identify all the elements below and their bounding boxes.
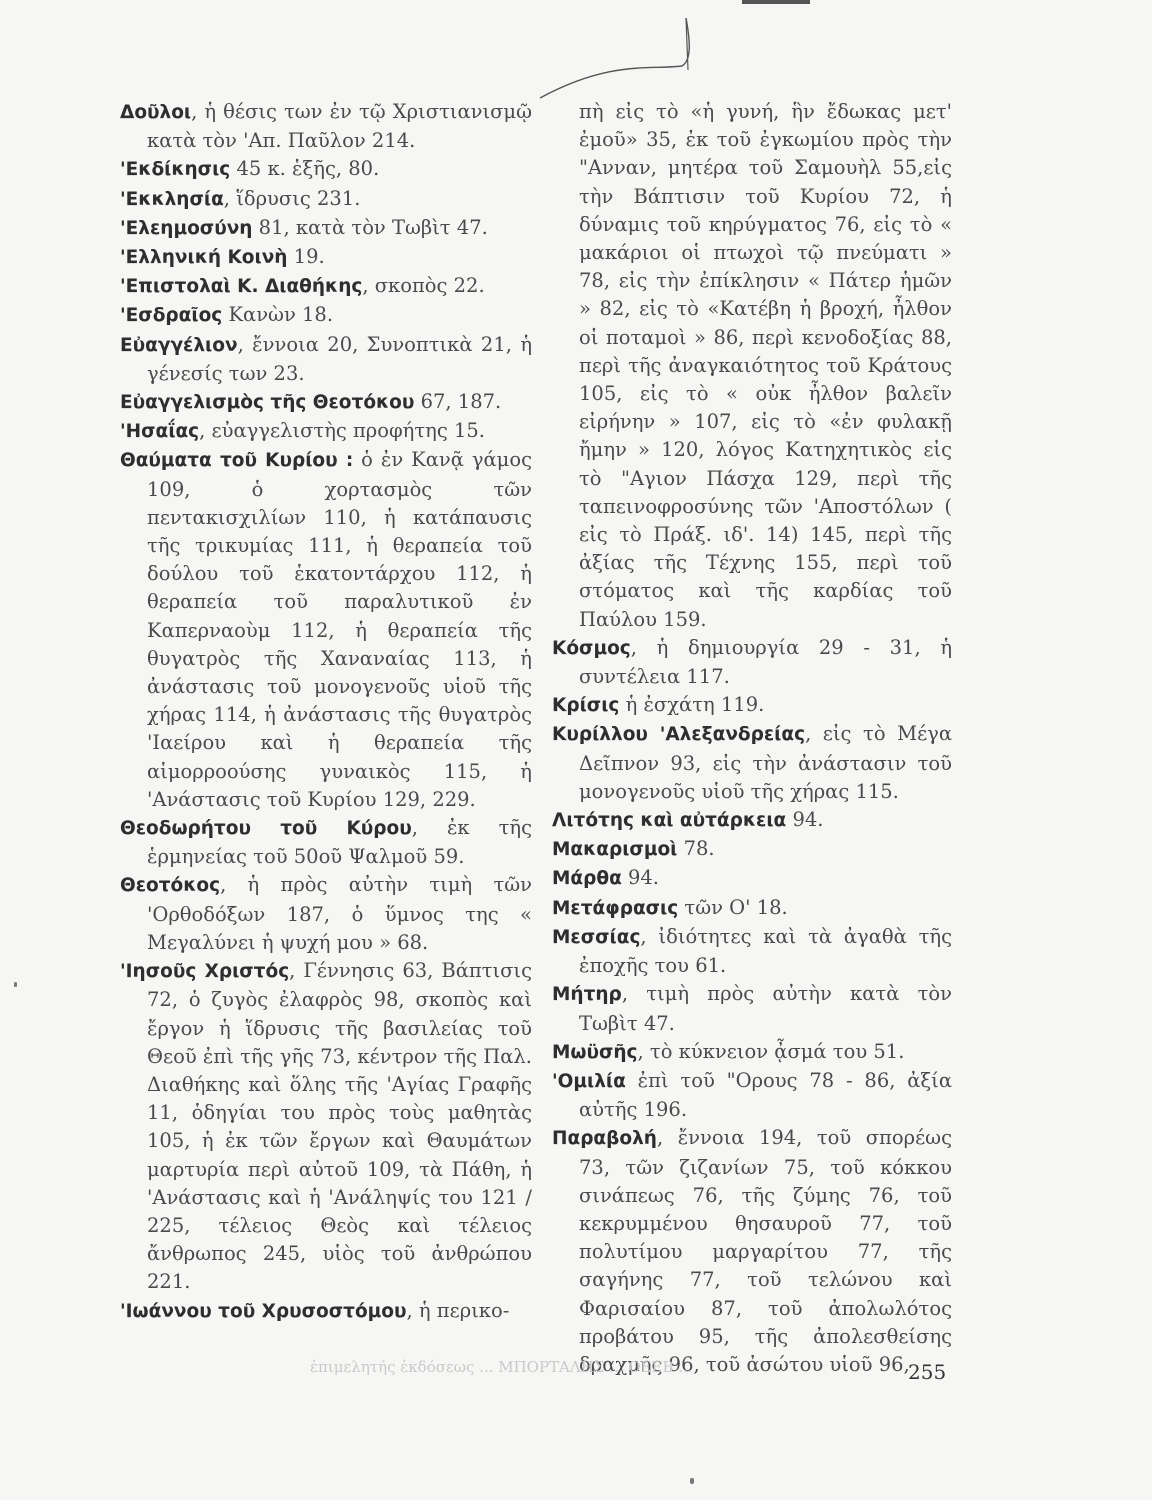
index-column-right: [552, 98, 952, 1379]
entry-heading: Θεοδωρήτου τοῦ Κύρου: [120, 818, 412, 840]
entry-text: , ἔννοια 194, τοῦ σπορέως 73, τῶν ζιζανίων 75, τοῦ κόκκου σινάπεως 76, τῆς ζύμης 76, τοῦ κεκρυμμένου θησαυροῦ 77, τοῦ πολυτίμου μαργαρίτου 77, τῆς σαγήνης 77, τοῦ τελώνου καὶ Φαρισαίου 87, τοῦ ἀπολωλότος προβάτου 95, τῆς ἀπολεσθείσης δραχμῆς 96, τοῦ ἀσώτου υἱοῦ 96,: [579, 1126, 952, 1376]
entry-heading: 'Εκδίκησις: [120, 159, 231, 181]
index-entry: [552, 1067, 952, 1124]
footer-note: ἐπιμελητής ἐκδόσεως ... ΜΠΟΡΤΑΛΗΣ ... ΟΕΕΒ ...: [310, 1358, 693, 1376]
index-entry: [552, 691, 952, 720]
entry-heading: Μάρθα: [552, 868, 622, 890]
entry-heading: Μακαρισμοὶ: [552, 839, 678, 861]
entry-heading: Παραβολή: [552, 1128, 657, 1150]
entry-heading: Λιτότης καὶ αὐτάρκεια: [552, 810, 787, 832]
index-entry: [120, 331, 532, 388]
entry-heading: 'Ελληνική Κοινὴ: [120, 247, 288, 269]
entry-text: , ἵδρυσις 231.: [223, 186, 361, 210]
entry-heading: Μεσσίας: [552, 926, 641, 948]
entry-text: πὴ εἰς τὸ «ἡ γυνή, ἣν ἔδωκας μετ' ἐμοῦ» 35, ἐκ τοῦ ἐγκωμίου πρὸς τὴν "Ανναν, μητέρα τοῦ Σαμουὴλ 55,εἰς τὴν Βάπτισιν τοῦ Κυρίου 72, ἡ δύναμις τοῦ κηρύγματος 76, εἰς τὸ « μακάριοι οἱ πτωχοὶ τῷ πνεύματι » 78, εἰς τὴν ἐπίκλησιν « Πάτερ ἡμῶν » 82, εἰς τὸ «Κατέβη ἡ βροχή, ἦλθον οἱ ποταμοὶ » 86, περὶ κενοδοξίας 88, περὶ τῆς ἀναγκαιότητος τοῦ Κράτους 105, εἰς τὸ « οὐκ ἦλθον βαλεῖν εἰρήνην » 107, εἰς τὸ «ἐν φυλακῇ ἤμην » 120, λόγος Κατηχητικὸς εἰς τὸ "Αγιον Πάσχα 129, περὶ τῆς ταπεινοφροσύνης τῶν 'Αποστόλων ( εἰς τὸ Πράξ. ιδ'. 14) 145, περὶ τῆς ἀξίας τῆς Τέχνης 155, περὶ τοῦ στόματος καὶ τῆς καρδίας τοῦ Παύλου 159.: [579, 100, 952, 631]
index-entry: [120, 155, 532, 184]
entry-text: ἐπὶ τοῦ "Ορους 78 - 86, ἀξία αὐτῆς 196.: [579, 1068, 952, 1122]
index-entry: [552, 98, 952, 634]
entry-heading: Κυρίλλου 'Αλεξανδρείας: [552, 724, 806, 746]
index-column-left: [120, 98, 532, 1326]
entry-heading: Εὐαγγελισμὸς τῆς Θεοτόκου: [120, 392, 415, 414]
entry-heading: Μετάφρασις: [552, 897, 679, 919]
entry-text: ὁ ἐν Κανᾷ γάμος 109, ὁ χορτασμὸς τῶν πεντακισχιλίων 110, ἡ κατάπαυσις τῆς τρικυμίας 111, ἡ θεραπεία τοῦ δούλου τοῦ ἑκατοντάρχου 112, ἡ θεραπεία τοῦ παραλυτικοῦ ἐν Καπερναοὺμ 112, ἡ θεραπεία τῆς θυγατρὸς τῆς Χαναναίας 113, ἡ ἀνάστασις τοῦ μονογενοῦς υἱοῦ τῆς χήρας 114, ἡ ἀνάστασις τῆς θυγατρὸς 'Ιαείρου καὶ ἡ θεραπεία τῆς αἱμορροούσης γυναικὸς 115, ἡ 'Ανάστασις τοῦ Κυρίου 129, 229.: [147, 448, 532, 811]
entry-text: 94.: [621, 866, 660, 890]
entry-text: 45 κ. ἑξῆς, 80.: [230, 157, 380, 181]
entry-text: 19.: [287, 245, 325, 269]
index-entry: [120, 388, 532, 417]
entry-heading: 'Ησαΐας: [120, 421, 200, 443]
index-entry: [120, 98, 532, 155]
entry-heading: Κόσμος: [552, 637, 631, 659]
entry-heading: Μωϋσῆς: [552, 1041, 638, 1063]
entry-text: Κανὼν 18.: [222, 303, 334, 327]
entry-heading: Δοῦλοι: [120, 102, 192, 123]
entry-heading: 'Εσδραῖος: [120, 305, 223, 327]
entry-text: , ἐκ τῆς ἑρμηνείας τοῦ 50οῦ Ψαλμοῦ 59.: [147, 816, 532, 869]
index-entry: [552, 1038, 952, 1067]
entry-text: , ἡ πρὸς αὐτὴν τιμὴ τῶν 'Ορθοδόξων 187, ὁ ὕμνος της « Μεγαλύνει ἡ ψυχή μου » 68.: [147, 873, 532, 954]
entry-text: 67, 187.: [414, 390, 502, 414]
entry-text: , ἰδιότητες καὶ τὰ ἀγαθὰ τῆς ἐποχῆς του 61.: [579, 924, 952, 978]
entry-text: ἡ ἐσχάτη 119.: [619, 693, 765, 717]
entry-text: , ἡ περικο-: [406, 1298, 510, 1322]
index-entry: [552, 720, 952, 806]
index-entry: [552, 1124, 952, 1379]
entry-heading: 'Ομιλία: [552, 1070, 626, 1092]
index-entry: [120, 214, 532, 243]
entry-text: , σκοπὸς 22.: [362, 274, 485, 298]
entry-text: τῶν Ο' 18.: [678, 895, 788, 919]
entry-heading: 'Ιωάννου τοῦ Χρυσοστόμου: [120, 1300, 407, 1322]
entry-heading: 'Ελεημοσύνη: [120, 217, 253, 239]
index-entry: [120, 814, 532, 871]
entry-heading: Εὐαγγέλιον: [120, 334, 238, 356]
index-entry: [552, 835, 952, 864]
entry-text: , εἰς τὸ Μέγα Δεῖπνον 93, εἰς τὴν ἀνάστασιν τοῦ μονογενοῦς υἱοῦ τῆς χήρας 115.: [579, 722, 952, 803]
index-entry: [120, 1297, 532, 1326]
index-entry: [120, 871, 532, 957]
scan-speck: [14, 982, 17, 987]
entry-heading: Μήτηρ: [552, 984, 622, 1006]
index-entry: [552, 806, 952, 835]
entry-text: , ἡ θέσις των ἐν τῷ Χριστιανισμῷ κατὰ τὸν 'Απ. Παῦλον 214.: [147, 100, 532, 153]
index-entry: [120, 243, 532, 272]
index-entry: [120, 957, 532, 1296]
entry-text: , ἔννοια 20, Συνοπτικὰ 21, ἡ γένεσίς των 23.: [147, 332, 532, 385]
index-entry: [552, 923, 952, 980]
scan-speck: [690, 1478, 694, 1484]
entry-heading: 'Επιστολαὶ Κ. Διαθήκης: [120, 276, 363, 298]
entry-text: , εὐαγγελιστὴς προφήτης 15.: [199, 419, 485, 443]
entry-text: , Γέννησις 63, Βάπτισις 72, ὁ ζυγὸς ἐλαφρὸς 98, σκοπὸς καὶ ἔργον ἡ ἵδρυσις τῆς βασιλείας τοῦ Θεοῦ ἐπὶ τῆς γῆς 73, κέντρον τῆς Παλ. Διαθήκης καὶ ὅλης τῆς 'Αγίας Γραφῆς 11, ὁδηγίαι του πρὸς τοὺς μαθητὰς 105, ἡ ἐκ τῶν ἔργων καὶ Θαυμάτων μαρτυρία περὶ αὐτοῦ 109, τὰ Πάθη, ἡ 'Ανάστασις καὶ ἡ 'Ανάληψίς του 121 / 225, τέλειος Θεὸς καὶ τέλειος ἄνθρωπος 245, υἱὸς τοῦ ἀνθρώπου 221.: [147, 959, 532, 1294]
entry-heading: Θαύματα τοῦ Κυρίου :: [120, 450, 354, 472]
entry-text: 81, κατὰ τὸν Τωβὶτ 47.: [252, 215, 488, 239]
index-entry: [120, 446, 532, 814]
entry-text: , ἡ δημιουργία 29 - 31, ἡ συντέλεια 117.: [579, 635, 952, 689]
entry-heading: 'Ιησοῦς Χριστός: [120, 961, 290, 983]
page-number: 255: [908, 1360, 947, 1384]
index-entry: [120, 301, 532, 330]
index-entry: [552, 980, 952, 1037]
entry-heading: Κρίσις: [552, 695, 620, 717]
index-entry: [552, 864, 952, 893]
entry-text: , τὸ κύκνειον ᾆσμά του 51.: [637, 1039, 905, 1063]
scan-edge-mark: [742, 0, 810, 4]
entry-heading: 'Εκκλησία: [120, 188, 224, 210]
index-entry: [120, 272, 532, 301]
entry-text: , τιμὴ πρὸς αὐτὴν κατὰ τὸν Τωβὶτ 47.: [579, 982, 952, 1035]
entry-text: 94.: [786, 808, 824, 832]
entry-text: 78.: [677, 837, 715, 861]
index-entry: [552, 894, 952, 923]
entry-heading: Θεοτόκος: [120, 875, 221, 897]
index-entry: [120, 417, 532, 446]
index-entry: [120, 185, 532, 214]
index-entry: [552, 634, 952, 691]
